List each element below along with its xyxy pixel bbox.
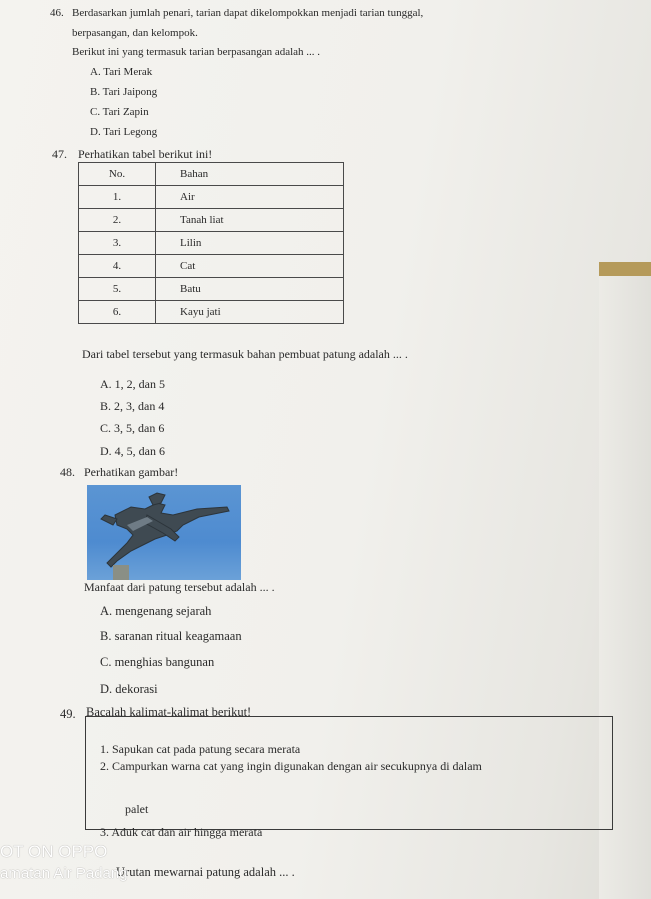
q46-option-a: A. Tari Merak — [90, 66, 153, 78]
table-header-row — [79, 163, 344, 186]
q48-number: 48. — [60, 465, 75, 479]
q49-step-3: 3. Aduk cat dan air hingga merata — [100, 825, 263, 839]
q47-intro: Perhatikan tabel berikut ini! — [78, 147, 213, 161]
q46-line-1: Berdasarkan jumlah penari, tarian dapat dikelompokkan menjadi tarian tunggal, — [72, 7, 424, 19]
horse-statue-photo — [87, 485, 241, 580]
q49-intro: Bacalah kalimat-kalimat berikut! — [86, 705, 252, 719]
table-cell-bahan: Cat — [156, 255, 344, 278]
materials-table — [78, 162, 344, 324]
q48-option-b: B. saranan ritual keagamaan — [100, 629, 242, 643]
pedestal — [113, 565, 129, 580]
table-cell-no: 5. — [79, 278, 156, 301]
table-cell-bahan: Air — [156, 186, 344, 209]
table-header-no: No. — [79, 163, 156, 186]
table-cell-no: 3. — [79, 232, 156, 255]
q46-option-d: D. Tari Legong — [90, 126, 158, 138]
steps-box — [85, 716, 613, 830]
q47-option-c: C. 3, 5, dan 6 — [100, 421, 165, 435]
table-row — [79, 301, 344, 324]
camera-watermark-line-2: amatan Air Padang — [0, 865, 128, 882]
table-cell-no: 6. — [79, 301, 156, 324]
q48-question: Manfaat dari patung tersebut adalah ... . — [84, 580, 275, 594]
q46-line-2: berpasangan, dan kelompok. — [72, 27, 198, 39]
horse-statue-icon — [87, 485, 241, 580]
q47-option-b: B. 2, 3, dan 4 — [100, 399, 165, 413]
q47-question: Dari tabel tersebut yang termasuk bahan pembuat patung adalah ... . — [82, 347, 408, 361]
table-row — [79, 209, 344, 232]
table-header-bahan: Bahan — [156, 163, 344, 186]
table-row — [79, 255, 344, 278]
background-wood-strip — [599, 262, 651, 276]
table-cell-no: 2. — [79, 209, 156, 232]
q49-step-1: 1. Sapukan cat pada patung secara merata — [100, 742, 301, 756]
table-cell-bahan: Lilin — [156, 232, 344, 255]
q46-option-c: C. Tari Zapin — [90, 106, 149, 118]
camera-watermark-line-1: OT ON OPPO — [0, 842, 108, 861]
q46-option-b: B. Tari Jaipong — [90, 86, 158, 98]
q48-intro: Perhatikan gambar! — [84, 465, 179, 479]
q47-option-a: A. 1, 2, dan 5 — [100, 377, 165, 391]
table-cell-no: 1. — [79, 186, 156, 209]
table-cell-no: 4. — [79, 255, 156, 278]
q49-step-2: 2. Campurkan warna cat yang ingin digunakan dengan air secukupnya di dalam — [100, 759, 482, 773]
q48-option-d: D. dekorasi — [100, 682, 158, 696]
q46-number: 46. — [50, 7, 64, 19]
table-cell-bahan: Tanah liat — [156, 209, 344, 232]
q47-number: 47. — [52, 147, 67, 161]
q46-question: Berikut ini yang termasuk tarian berpasangan adalah ... . — [72, 46, 321, 58]
table-cell-bahan: Kayu jati — [156, 301, 344, 324]
q48-option-a: A. mengenang sejarah — [100, 604, 212, 618]
q48-option-c: C. menghias bangunan — [100, 655, 215, 669]
table-row — [79, 232, 344, 255]
q49-step-2-continued: palet — [125, 802, 149, 816]
table-row — [79, 186, 344, 209]
q49-question: Urutan mewarnai patung adalah ... . — [116, 865, 295, 879]
table-row — [79, 278, 344, 301]
table-cell-bahan: Batu — [156, 278, 344, 301]
q47-option-d: D. 4, 5, dan 6 — [100, 444, 165, 458]
q49-number: 49. — [60, 707, 76, 721]
